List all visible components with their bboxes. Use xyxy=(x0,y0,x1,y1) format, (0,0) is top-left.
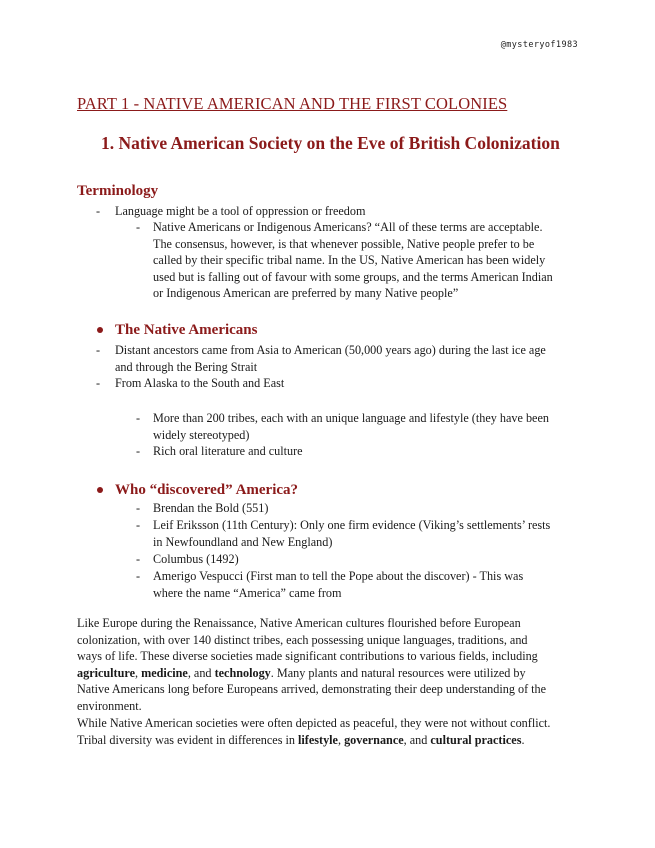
paragraph-line xyxy=(77,665,546,682)
bold-term: medicine xyxy=(141,665,188,680)
list-item-line: in Newfoundland and New England) xyxy=(153,534,333,549)
paragraph-1 xyxy=(77,615,546,714)
list-item xyxy=(115,342,546,375)
native-americans-heading-text: The Native Americans xyxy=(115,322,258,338)
list-item xyxy=(153,517,550,550)
bold-term: technology xyxy=(214,665,271,680)
part-title: PART 1 - NATIVE AMERICAN AND THE FIRST COLONIES xyxy=(77,94,508,113)
list-item: Language might be a tool of oppression or freedom xyxy=(115,204,366,218)
text-fragment: , and xyxy=(187,665,215,680)
text-fragment: , xyxy=(337,732,345,747)
list-item-line: widely stereotyped) xyxy=(153,427,250,442)
text-fragment: . xyxy=(521,732,525,747)
list-item xyxy=(153,219,553,302)
paragraph-line xyxy=(77,732,550,749)
list-item-line: or Indigenous American are preferred by many Native people” xyxy=(153,286,459,300)
paragraph-2 xyxy=(77,715,550,748)
list-item-line: Distant ancestors came from Asia to American (50,000 years ago) during the last ice age xyxy=(115,343,546,357)
list-dash: - xyxy=(136,220,141,234)
list-item-line: Amerigo Vespucci (First man to tell the Pope about the discover) - This was xyxy=(153,569,524,583)
paragraph-line: While Native American societies were often depicted as peaceful, they were not without conflict. xyxy=(77,716,551,730)
list-item: Rich oral literature and culture xyxy=(153,444,303,458)
list-item-line: called by their specific tribal name. In the US, Native American has been widely xyxy=(153,253,546,267)
list-dash: - xyxy=(96,204,101,218)
text-fragment: . Many plants and natural resources were utilized by xyxy=(270,665,526,680)
discovered-heading-text: Who “discovered” America? xyxy=(115,482,299,498)
text-fragment: , and xyxy=(403,732,431,747)
terminology-heading: Terminology xyxy=(77,183,159,199)
list-dash: - xyxy=(136,552,141,566)
paragraph-line: Like Europe during the Renaissance, Native American cultures flourished before European xyxy=(77,616,521,630)
list-item xyxy=(153,410,549,443)
list-dash: - xyxy=(136,518,141,532)
list-dash: - xyxy=(136,444,141,458)
list-dash: - xyxy=(136,569,141,583)
bullet-icon xyxy=(97,487,103,493)
list-item: From Alaska to the South and East xyxy=(115,376,285,390)
text-fragment: , xyxy=(135,665,142,680)
bold-term: agriculture xyxy=(77,665,135,680)
list-item-line: used but is falling out of favour with some groups, and the terms American Indian xyxy=(153,269,553,284)
list-item-line: Brendan the Bold (551) xyxy=(153,501,269,515)
list-dash: - xyxy=(96,343,101,357)
bullet-icon xyxy=(97,327,103,333)
paragraph-line: colonization, with over 140 distinct tribes, each possessing unique languages, traditions, and xyxy=(77,632,528,647)
paragraph-line: environment. xyxy=(77,698,142,713)
list-item xyxy=(153,551,239,568)
paragraph-line: Native Americans long before Europeans arrived, demonstrating their deep understanding of the xyxy=(77,682,547,696)
discovered-heading xyxy=(97,482,298,499)
bold-term: cultural practices xyxy=(430,732,522,747)
list-dash: - xyxy=(136,411,141,425)
list-dash: - xyxy=(96,376,101,390)
list-item xyxy=(153,500,268,517)
native-americans-heading xyxy=(97,322,257,339)
list-item-line: and through the Bering Strait xyxy=(115,359,258,374)
paragraph-line: ways of life. These diverse societies made significant contributions to various fields, including xyxy=(77,649,538,663)
list-item xyxy=(153,568,523,601)
section-title: 1. Native American Society on the Eve of British Colonization xyxy=(101,133,560,153)
bold-term: governance xyxy=(344,732,404,747)
list-item-line: Columbus (1492) xyxy=(153,552,239,566)
text-fragment: Tribal diversity was evident in differences in xyxy=(77,732,299,747)
list-item-line: Native Americans or Indigenous Americans? “All of these terms are acceptable. xyxy=(153,220,543,234)
list-item-line: Leif Eriksson (11th Century): Only one firm evidence (Viking’s settlements’ rests xyxy=(153,518,551,532)
list-dash: - xyxy=(136,501,141,515)
list-item-line: More than 200 tribes, each with an unique language and lifestyle (they have been xyxy=(153,411,549,425)
bold-term: lifestyle xyxy=(298,732,338,747)
watermark: @mysteryof1983 xyxy=(500,40,578,50)
list-item-line: The consensus, however, is that whenever possible, Native people prefer to be xyxy=(153,236,535,251)
list-item-line: where the name “America” came from xyxy=(153,585,342,600)
